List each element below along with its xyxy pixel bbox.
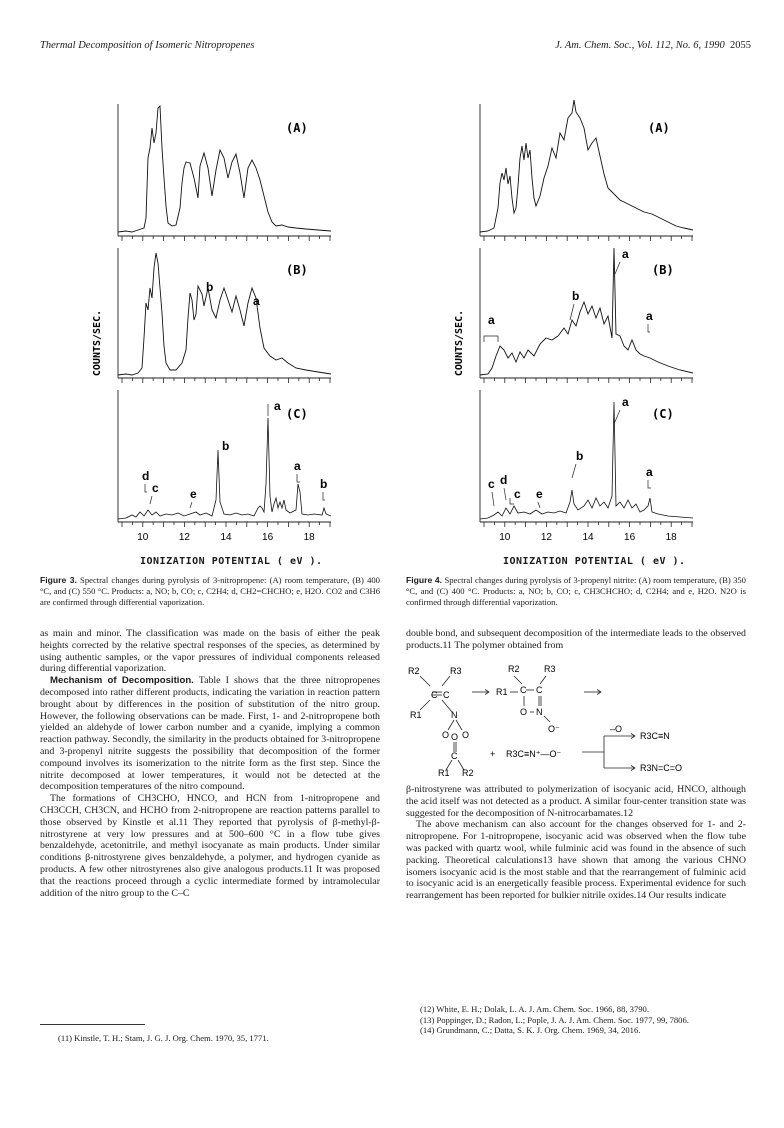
tick-label: 10 bbox=[499, 532, 511, 543]
reaction-scheme bbox=[406, 662, 746, 785]
figure-4-caption bbox=[406, 575, 746, 608]
figure-4-peak-label: c bbox=[488, 477, 495, 491]
scheme-label: C bbox=[431, 690, 438, 700]
tick-label: 14 bbox=[220, 532, 232, 543]
scheme-label: C bbox=[536, 685, 543, 695]
figure-3 bbox=[86, 88, 344, 550]
scheme-label: R1 bbox=[496, 687, 508, 697]
figure-3-panel-b-tag: (B) bbox=[286, 263, 308, 277]
figure-3-peak-label: e bbox=[190, 487, 197, 501]
left-paragraph-1: as main and minor. The classification was made on the basis of either the peak heights corrected by the relative spectral responses of the species, as determined by using authentic samples, or the vapor pressures of individual components released during differential vaporization. bbox=[40, 628, 380, 675]
footnote-11: (11) Kinstle, T. H.; Stam, J. G. J. Org. Chem. 1970, 35, 1771. bbox=[58, 1033, 269, 1043]
section-heading-mechanism: Mechanism of Decomposition. bbox=[50, 675, 194, 687]
scheme-label: O bbox=[462, 730, 470, 740]
scheme-label: C bbox=[520, 685, 527, 695]
right-footnotes bbox=[406, 1004, 746, 1036]
figure-4-peak-label: b bbox=[572, 289, 580, 303]
running-header-journal bbox=[555, 40, 751, 51]
footnote-14: (14) Grundmann, C.; Datta, S. K. J. Org. Chem. 1969, 34, 2016. bbox=[420, 1025, 641, 1036]
figure-3-peak-label: b bbox=[320, 477, 328, 491]
figure-4-peak-label: b bbox=[576, 449, 584, 463]
figure-4-peak-label: a bbox=[646, 465, 653, 479]
right-paragraph-3: The above mechanism can also account for the changes observed for 1- and 2-nitropropene. For 1-nitropropene, isocyanic acid was observed when the flow tube was packed with quartz wool, while fulminic acid was found in the absence of such packing. Theoretical calculations13 have shown that among the various CHNO isomers isocyanic acid is the most stable and that the rearrangement of fulminic acid to isocyanic acid is an energetically feasible process. Experimental evidence for such rearrangement has been reported for bulkier nitrile oxides.14 Our results indicate bbox=[406, 819, 746, 902]
scheme-label: O⁻ bbox=[548, 724, 560, 734]
scheme-label: R3C≡N⁺—O⁻ bbox=[506, 749, 562, 759]
scheme-label: O bbox=[520, 707, 528, 717]
figure-4-panel-b-tag: (B) bbox=[652, 263, 674, 277]
scheme-label: C bbox=[443, 690, 450, 700]
figure-4-peak-label: a bbox=[622, 395, 629, 409]
figure-4-peak-label: d bbox=[500, 473, 508, 487]
figure-3-caption-text: Spectral changes during pyrolysis of 3-nitropropene: (A) room temperature, (B) 400 °C, and (C) 550 °C. Products: a, NO; b, CO; c, C2H4; d, CH2=CHCHO; e, H2O. CO2 and C3H6 are confirmed through differential vaporization. bbox=[40, 575, 380, 607]
right-column-top bbox=[406, 628, 746, 652]
tick-label: 10 bbox=[137, 532, 149, 543]
scheme-label: R2 bbox=[462, 768, 474, 778]
figure-4 bbox=[448, 88, 706, 550]
tick-label: 12 bbox=[540, 532, 552, 543]
scheme-label: R3N=C=O bbox=[640, 763, 683, 773]
figure-3-panel-c-tag: (C) bbox=[286, 407, 308, 421]
figure-4-panel-a-tag: (A) bbox=[648, 121, 670, 135]
scheme-label: N bbox=[451, 710, 458, 720]
scheme-label: O bbox=[442, 730, 450, 740]
scheme-label: R1 bbox=[410, 710, 422, 720]
figure-3-xlabel: IONIZATION POTENTIAL ( eV ). bbox=[140, 556, 323, 567]
figure-3-peak-label: d bbox=[142, 469, 150, 483]
scheme-label: R3C≡N bbox=[640, 731, 670, 741]
scheme-label: R3 bbox=[450, 666, 462, 676]
tick-label: 16 bbox=[262, 532, 274, 543]
scheme-label: + bbox=[490, 749, 496, 759]
figure-3-peak-label: b bbox=[222, 439, 230, 453]
figure-4-xlabel: IONIZATION POTENTIAL ( eV ). bbox=[503, 556, 686, 567]
scheme-label: N bbox=[536, 707, 543, 717]
left-footnote-rule bbox=[40, 1024, 145, 1025]
figure-4-peak-label: c bbox=[514, 487, 521, 501]
figure-3-caption-label: Figure 3. bbox=[40, 575, 77, 585]
figure-3-peak-label: b bbox=[206, 280, 214, 294]
footnote-12: (12) White, E. H.; Dolak, L. A. J. Am. Chem. Soc. 1966, 88, 3790. bbox=[420, 1004, 649, 1014]
figure-4-caption-label: Figure 4. bbox=[406, 575, 443, 585]
scheme-label: O bbox=[451, 732, 459, 742]
scheme-label: R2 bbox=[408, 666, 420, 676]
right-paragraph-2: β-nitrostyrene was attributed to polymerization of isocyanic acid, HNCO, although the acid itself was not detected as a product. A similar four-center transition state was suggested for the decomposition of N-nitrocarbamates.12 bbox=[406, 784, 746, 819]
figure-4-peak-label: e bbox=[536, 487, 543, 501]
scheme-label: C bbox=[451, 751, 458, 761]
left-paragraph-3: The formations of CH3CHO, HNCO, and HCN from 1-nitropropene and CH3CCH, CH3CN, and HCHO from 2-nitropropene are reaction patterns parallel to those observed by Kinstle et al.11 They reported that pyrolysis of β-methyl-β-nitrostyrene at very low pressures and at 500–600 °C in a flow tube gives benzaldehyde, acetonitrile, and methyl isocyanate as main products. Under similar conditions β-nitrostyrene gives benzaldehyde, a polymer, and hydrogen cyanide as products. A few other nitrostyrenes also give analogous products.11 It was proposed that the reactions proceed through a cyclic intermediate formed by intramolecular addition of the nitro group to the C–C bbox=[40, 793, 380, 899]
left-paragraph-2-text: Table I shows that the three nitropropenes decomposed into rather different products, indicating the variation in reaction pattern brought about by differences in the position of substitution of the nitro group. However, the following observations can be made. First, 1- and 2-nitropropene both yielded an aldehyde of lower carbon number and a cyanide, implying a common reaction pathway. Secondly, the similarity in the products obtained for 3-nitropropene and 3-propenyl nitrite suggests the possibility that decomposition of the former compound involves its isomerization to the nitrite form as the first step. Since the nitrite decomposed at lower temperatures, it would not be detected at the decomposition temperatures of the nitro compound. bbox=[40, 675, 380, 793]
tick-label: 14 bbox=[582, 532, 594, 543]
figure-4-peak-label: a bbox=[646, 309, 653, 323]
figure-4-caption-text: Spectral changes during pyrolysis of 3-propenyl nitrite: (A) room temperature, (B) 350 °C, and (C) 400 °C. Products: a, NO; b, CO; c, CH3CHCHO; d, C2H4; and e, H2O. N2O is confirmed through differential vaporization. bbox=[406, 575, 746, 607]
scheme-label: –O bbox=[610, 724, 623, 734]
figure-3-spectra bbox=[86, 88, 344, 550]
figure-3-peak-label: a bbox=[294, 459, 301, 473]
page-number: 2055 bbox=[730, 40, 751, 51]
figure-4-spectra bbox=[448, 88, 706, 550]
journal-citation: J. Am. Chem. Soc., Vol. 112, No. 6, 1990 bbox=[555, 40, 725, 51]
figure-4-ylabel: COUNTS/SEC. bbox=[454, 309, 465, 377]
right-paragraph-1: double bond, and subsequent decomposition of the intermediate leads to the observed products.11 The polymer obtained from bbox=[406, 628, 746, 651]
reaction-scheme-drawing bbox=[406, 662, 746, 780]
left-paragraph-2 bbox=[40, 675, 380, 793]
scheme-label: R1 bbox=[438, 768, 450, 778]
figure-4-spectrum-a bbox=[480, 100, 693, 232]
figure-3-peak-label: c bbox=[152, 481, 159, 495]
figure-3-caption bbox=[40, 575, 380, 608]
figure-4-peak-label: a bbox=[622, 247, 629, 261]
left-column bbox=[40, 628, 380, 899]
figure-3-ylabel: COUNTS/SEC. bbox=[92, 309, 103, 377]
figure-3-peak-label: a bbox=[274, 399, 281, 413]
right-column-bottom bbox=[406, 784, 746, 902]
scheme-label: R2 bbox=[508, 664, 520, 674]
footnote-13: (13) Poppinger, D.; Radon, L.; Pople, J. A. J. Am. Chem. Soc. 1977, 99, 7806. bbox=[420, 1014, 689, 1025]
tick-label: 18 bbox=[303, 532, 315, 543]
figure-3-peak-label: a bbox=[253, 294, 260, 308]
tick-label: 18 bbox=[665, 532, 677, 543]
tick-label: 16 bbox=[624, 532, 636, 543]
scheme-label: R3 bbox=[544, 664, 556, 674]
running-header-title: Thermal Decomposition of Isomeric Nitropropenes bbox=[40, 40, 255, 51]
figure-4-peak-label: a bbox=[488, 313, 495, 327]
figure-3-panel-a-tag: (A) bbox=[286, 121, 308, 135]
figure-4-panel-c-tag: (C) bbox=[652, 407, 674, 421]
tick-label: 12 bbox=[178, 532, 190, 543]
